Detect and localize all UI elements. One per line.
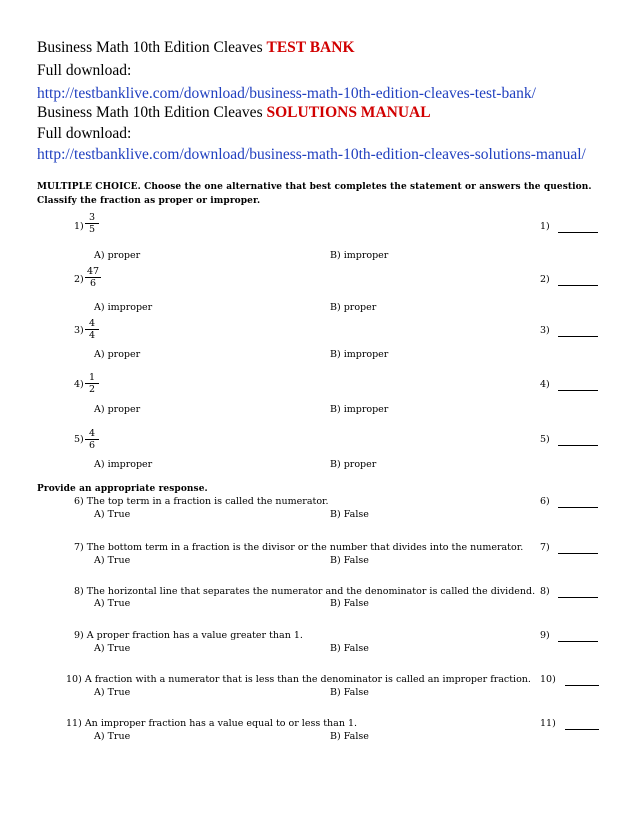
answer-blank[interactable] — [558, 507, 598, 508]
question-stem: 7) The bottom term in a fraction is the divisor or the number that divides into the numerator. — [74, 542, 524, 553]
answer-blank[interactable] — [565, 685, 599, 686]
fraction — [85, 372, 99, 395]
question-stem: 6) The top term in a fraction is called the numerator. — [74, 496, 329, 507]
header-full-download-label-2: Full download: — [37, 125, 132, 142]
answer-blank[interactable] — [558, 553, 598, 554]
answer-blank[interactable] — [558, 597, 598, 598]
question-stem: 8) The horizontal line that separates the numerator and the denominator is called the dividend. — [74, 586, 536, 597]
fraction — [85, 266, 101, 289]
fraction-numerator: 1 — [85, 372, 99, 384]
fraction-numerator: 4 — [85, 318, 99, 330]
question-number: 3) — [74, 325, 84, 336]
option-a: A) improper — [94, 302, 153, 313]
fraction-denominator: 6 — [89, 278, 97, 289]
answer-label: 6) — [540, 496, 550, 507]
fraction — [85, 212, 99, 235]
fraction-numerator: 47 — [86, 266, 100, 277]
question-stem: 11) An improper fraction has a value equal to or less than 1. — [66, 718, 358, 729]
classify-instruction: Classify the fraction as proper or improper. — [37, 196, 261, 206]
fraction-denominator: 4 — [88, 330, 96, 341]
test-bank-download-link[interactable]: http://testbanklive.com/download/business-math-10th-edition-cleaves-test-bank/ — [37, 85, 536, 102]
option-b: B) proper — [330, 459, 377, 470]
header-title-prefix: Business Math 10th Edition Cleaves — [37, 39, 267, 56]
option-a: A) proper — [94, 349, 141, 360]
answer-blank[interactable] — [558, 390, 598, 391]
fraction-denominator: 5 — [88, 224, 96, 235]
answer-label: 7) — [540, 542, 550, 553]
answer-blank[interactable] — [558, 232, 598, 233]
answer-blank[interactable] — [558, 336, 598, 337]
answer-label: 9) — [540, 630, 550, 641]
header-title-test-bank — [37, 38, 355, 58]
answer-label: 2) — [540, 274, 550, 285]
multiple-choice-heading: MULTIPLE CHOICE. Choose the one alternative that best completes the statement or answers the question. — [37, 182, 592, 192]
header-title-prefix-2: Business Math 10th Edition Cleaves — [37, 104, 267, 121]
provide-response-heading: Provide an appropriate response. — [37, 484, 208, 494]
answer-blank[interactable] — [565, 729, 599, 730]
answer-blank[interactable] — [558, 285, 598, 286]
header-title-solutions-manual — [37, 103, 431, 123]
answer-label: 10) — [540, 674, 556, 685]
option-b: B) False — [330, 555, 369, 566]
answer-label: 11) — [540, 718, 556, 729]
question-number: 2) — [74, 274, 84, 285]
option-b: B) False — [330, 731, 369, 742]
header-full-download-label: Full download: — [37, 62, 132, 79]
option-a: A) proper — [94, 250, 141, 261]
option-b: B) False — [330, 509, 369, 520]
option-a: A) True — [94, 687, 131, 698]
question-number: 1) — [74, 221, 84, 232]
fraction-numerator: 3 — [85, 212, 99, 224]
fraction-numerator: 4 — [85, 428, 99, 440]
option-b: B) improper — [330, 349, 389, 360]
option-b: B) False — [330, 643, 369, 654]
option-a: A) proper — [94, 404, 141, 415]
answer-label: 4) — [540, 379, 550, 390]
fraction-denominator: 6 — [88, 440, 96, 451]
option-b: B) improper — [330, 250, 389, 261]
answer-label: 8) — [540, 586, 550, 597]
solutions-manual-download-link[interactable]: http://testbanklive.com/download/business-math-10th-edition-cleaves-solutions-manual/ — [37, 146, 586, 163]
answer-label: 3) — [540, 325, 550, 336]
answer-blank[interactable] — [558, 445, 598, 446]
question-number: 5) — [74, 434, 84, 445]
option-a: A) improper — [94, 459, 153, 470]
question-stem: 9) A proper fraction has a value greater than 1. — [74, 630, 303, 641]
option-a: A) True — [94, 731, 131, 742]
answer-label: 1) — [540, 221, 550, 232]
header-test-bank-highlight: TEST BANK — [266, 39, 355, 56]
option-a: A) True — [94, 643, 131, 654]
fraction — [85, 428, 99, 451]
option-a: A) True — [94, 555, 131, 566]
option-b: B) False — [330, 687, 369, 698]
fraction — [85, 318, 99, 341]
answer-blank[interactable] — [558, 641, 598, 642]
option-b: B) improper — [330, 404, 389, 415]
question-number: 4) — [74, 379, 84, 390]
option-b: B) proper — [330, 302, 377, 313]
answer-label: 5) — [540, 434, 550, 445]
fraction-denominator: 2 — [88, 384, 96, 395]
header-solutions-manual-highlight: SOLUTIONS MANUAL — [266, 104, 431, 121]
question-stem: 10) A fraction with a numerator that is less than the denominator is called an improper fraction. — [66, 674, 531, 685]
option-a: A) True — [94, 598, 131, 609]
option-b: B) False — [330, 598, 369, 609]
option-a: A) True — [94, 509, 131, 520]
